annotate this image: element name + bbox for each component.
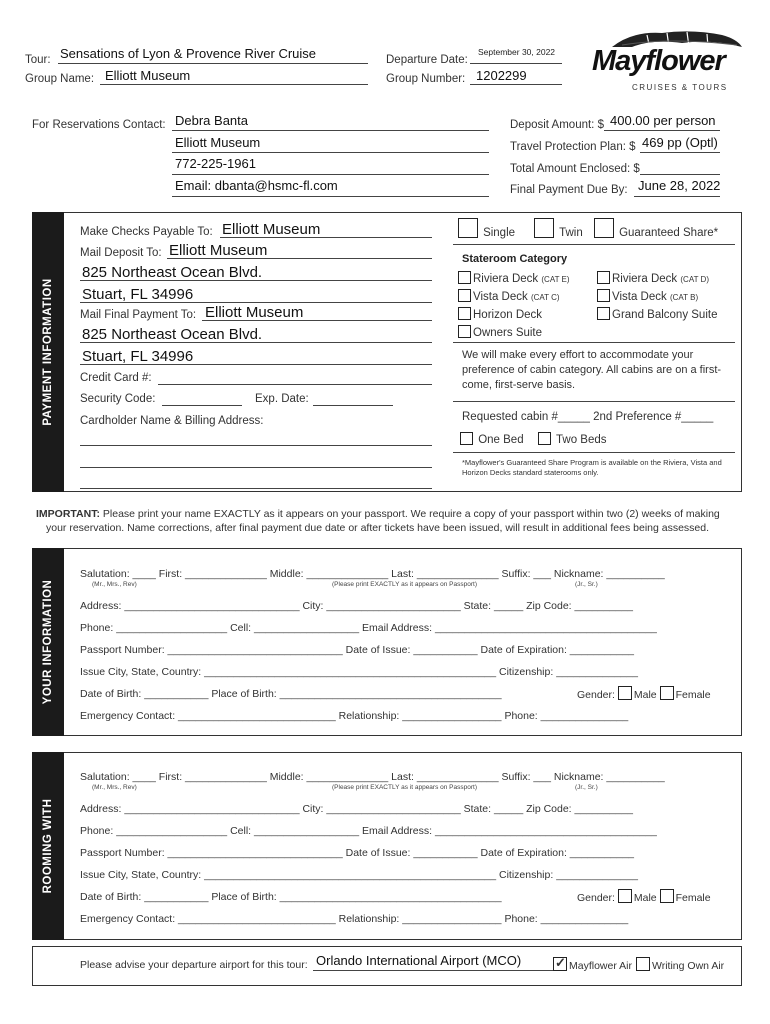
one-bed-option[interactable]	[460, 432, 524, 446]
rooming-female-checkbox[interactable]	[660, 889, 674, 903]
rooming-salutation-hint: (Mr., Mrs., Rev)	[92, 784, 137, 791]
payment-address-1[interactable]: 825 Northeast Ocean Blvd.	[82, 264, 263, 281]
salutation-hint: (Mr., Mrs., Rev)	[92, 581, 137, 588]
logo-tagline: CRUISES & TOURS	[632, 83, 728, 92]
riviera-e-cat: (CAT E)	[541, 275, 570, 284]
gender-label: Gender:	[577, 689, 615, 701]
checks-label: Make Checks Payable To:	[80, 226, 213, 238]
rooming-side-title: ROOMING WITH	[32, 752, 64, 940]
guaranteed-option[interactable]	[594, 218, 718, 239]
cabin-note: We will make every effort to accommodate your preference of cabin category. All cabins are on a first-come, first-serve basis.	[462, 349, 722, 391]
total-label: Total Amount Enclosed: $	[510, 163, 640, 175]
vista-c-cat: (CAT C)	[530, 293, 560, 302]
own-air-checkbox[interactable]	[636, 957, 650, 971]
tour-label: Tour:	[25, 54, 51, 66]
cardholder-line-3[interactable]	[80, 488, 432, 489]
group-number-label: Group Number:	[386, 73, 466, 85]
rooming-address-row[interactable]: Address: ______________________________ City: _______________________ State: _____ Zip Code: __________	[80, 803, 633, 815]
salutation-row[interactable]: Salutation: ____ First: ______________ Middle: ______________ Last: ______________ Suffix: ___ Nickname: __________	[80, 568, 665, 580]
credit-card-field[interactable]	[158, 384, 432, 385]
rooming-gender-label: Gender:	[577, 892, 615, 904]
airport-value[interactable]: Orlando International Airport (MCO)	[316, 953, 522, 968]
departure-value[interactable]: September 30, 2022	[478, 47, 556, 57]
address-row[interactable]: Address: ______________________________ City: _______________________ State: _____ Zip Code: __________	[80, 600, 633, 612]
vista-b-checkbox[interactable]	[597, 289, 610, 302]
vista-b-option[interactable]	[597, 289, 698, 303]
mail-deposit-value[interactable]: Elliott Museum	[169, 242, 268, 259]
payment-address-2[interactable]: Stuart, FL 34996	[82, 286, 194, 303]
mayflower-air-checkbox[interactable]	[553, 957, 567, 971]
deposit-label: Deposit Amount: $	[510, 119, 604, 131]
dob-row[interactable]: Date of Birth: ___________ Place of Birth: ______________________________________	[80, 688, 502, 700]
checks-value[interactable]: Elliott Museum	[222, 221, 321, 238]
twin-option[interactable]	[534, 218, 583, 239]
riviera-e-checkbox[interactable]	[458, 271, 471, 284]
one-bed-label: One Bed	[478, 434, 524, 446]
cardholder-line-2[interactable]	[80, 467, 432, 468]
tpp-value[interactable]: 469 pp (Optl)	[642, 135, 718, 150]
own-air-label: Writing Own Air	[652, 960, 725, 972]
contact-line-2[interactable]: Elliott Museum	[175, 135, 261, 150]
rooming-name-hint: (Please print EXACTLY as it appears on Passport)	[332, 784, 477, 791]
security-label: Security Code:	[80, 393, 156, 405]
payment-address-3[interactable]: 825 Northeast Ocean Blvd.	[82, 326, 263, 343]
contact-line-1[interactable]: Debra Banta	[175, 113, 248, 128]
deposit-value[interactable]: 400.00 per person	[610, 113, 716, 128]
riviera-d-cat: (CAT D)	[680, 275, 709, 284]
cardholder-line-1[interactable]	[80, 445, 432, 446]
mail-final-value[interactable]: Elliott Museum	[205, 304, 304, 321]
vista-b-label: Vista Deck	[612, 291, 667, 303]
rooming-passport-row[interactable]: Passport Number: ______________________________ Date of Issue: ___________ Date of Expiration: ___________	[80, 847, 635, 859]
group-name-label: Group Name:	[25, 73, 95, 85]
own-air-option[interactable]	[636, 957, 724, 972]
issue-city-row[interactable]: Issue City, State, Country: __________________________________________________ Citizenship: ______________	[80, 666, 638, 678]
rooming-emergency-row[interactable]: Emergency Contact: ___________________________ Relationship: _________________ Phone: _______________	[80, 913, 629, 925]
rooming-male-checkbox[interactable]	[618, 889, 632, 903]
gender-group	[577, 686, 711, 701]
contact-line-3[interactable]: 772-225-1961	[175, 156, 256, 171]
suffix-hint: (Jr., Sr.)	[575, 581, 598, 588]
rooming-male-label: Male	[633, 892, 657, 904]
rooming-gender-group	[577, 889, 711, 904]
name-hint: (Please print EXACTLY as it appears on Passport)	[332, 581, 477, 588]
contact-label: For Reservations Contact:	[32, 119, 166, 131]
important-text-1: Please print your name EXACTLY as it appears on your passport. We require a copy of your passport within two (2) weeks of making	[102, 508, 720, 520]
guaranteed-footnote: *Mayflower's Guaranteed Share Program is available on the Riviera, Vista and Horizon Decks standard staterooms only.	[462, 458, 722, 477]
owners-label: Owners Suite	[473, 327, 543, 339]
rooming-dob-row[interactable]: Date of Birth: ___________ Place of Birth: ______________________________________	[80, 891, 502, 903]
vista-c-label: Vista Deck	[473, 291, 528, 303]
male-label: Male	[633, 689, 657, 701]
single-label: Single	[483, 227, 516, 239]
twin-label: Twin	[559, 227, 583, 239]
riviera-d-option[interactable]	[597, 271, 709, 285]
mayflower-logo	[592, 25, 746, 95]
important-text-2: your reservation. Name corrections, after final payment due date or after tickets have been issued, will result in additional fees being assessed.	[46, 522, 710, 534]
tpp-label: Travel Protection Plan: $	[510, 141, 636, 153]
phone-row[interactable]: Phone: ___________________ Cell: __________________ Email Address: ______________________________________	[80, 622, 657, 634]
riviera-d-label: Riviera Deck	[612, 273, 678, 285]
credit-card-label: Credit Card #:	[80, 372, 152, 384]
owners-checkbox[interactable]	[458, 325, 471, 338]
your-info-side-title: YOUR INFORMATION	[32, 548, 64, 736]
female-checkbox[interactable]	[660, 686, 674, 700]
emergency-row[interactable]: Emergency Contact: ___________________________ Relationship: _________________ Phone: _______________	[80, 710, 629, 722]
mayflower-air-option[interactable]	[553, 957, 632, 972]
twin-checkbox[interactable]	[534, 218, 554, 238]
two-beds-option[interactable]	[538, 432, 607, 446]
cardholder-label: Cardholder Name & Billing Address:	[80, 415, 264, 427]
guaranteed-checkbox[interactable]	[594, 218, 614, 238]
final-value[interactable]: June 28, 2022	[638, 178, 721, 193]
grand-label: Grand Balcony Suite	[612, 309, 718, 321]
male-checkbox[interactable]	[618, 686, 632, 700]
riviera-e-label: Riviera Deck	[473, 273, 539, 285]
mail-deposit-label: Mail Deposit To:	[80, 247, 162, 259]
vista-b-cat: (CAT B)	[669, 293, 699, 302]
airport-label: Please advise your departure airport for this tour:	[80, 959, 308, 971]
two-beds-label: Two Beds	[556, 434, 607, 446]
single-checkbox[interactable]	[458, 218, 478, 238]
tour-value[interactable]: Sensations of Lyon & Provence River Cruise	[60, 46, 317, 61]
female-label: Female	[675, 689, 711, 701]
grand-checkbox[interactable]	[597, 307, 610, 320]
departure-label: Departure Date:	[386, 54, 468, 66]
one-bed-checkbox[interactable]	[460, 432, 473, 445]
rooming-female-label: Female	[675, 892, 711, 904]
exp-field[interactable]	[313, 405, 393, 406]
rooming-phone-row[interactable]: Phone: ___________________ Cell: __________________ Email Address: ______________________________________	[80, 825, 657, 837]
payment-side-title: PAYMENT INFORMATION	[32, 212, 64, 492]
riviera-d-checkbox[interactable]	[597, 271, 610, 284]
logo-text: Mayflower	[592, 45, 725, 77]
final-label: Final Payment Due By:	[510, 184, 628, 196]
riviera-e-option[interactable]	[458, 271, 570, 285]
group-name-value[interactable]: Elliott Museum	[105, 68, 191, 83]
rooming-salutation-row[interactable]: Salutation: ____ First: ______________ Middle: ______________ Last: ______________ Suffix: ___ Nickname: __________	[80, 771, 665, 783]
passport-row[interactable]: Passport Number: ______________________________ Date of Issue: ___________ Date of Expiration: ___________	[80, 644, 635, 656]
contact-line-4[interactable]: Email: dbanta@hsmc-fl.com	[175, 178, 338, 193]
exp-label: Exp. Date:	[255, 393, 309, 405]
important-notice	[36, 507, 746, 535]
single-option[interactable]	[458, 218, 515, 239]
group-number-value[interactable]: 1202299	[476, 68, 527, 83]
mail-final-label: Mail Final Payment To:	[80, 309, 197, 321]
horizon-option[interactable]	[458, 307, 542, 321]
rooming-suffix-hint: (Jr., Sr.)	[575, 784, 598, 791]
vista-c-option[interactable]	[458, 289, 560, 303]
horizon-label: Horizon Deck	[473, 309, 543, 321]
guaranteed-label: Guaranteed Share*	[619, 227, 719, 239]
horizon-checkbox[interactable]	[458, 307, 471, 320]
rooming-issue-city-row[interactable]: Issue City, State, Country: __________________________________________________ Citizenship: ______________	[80, 869, 638, 881]
total-field[interactable]	[640, 174, 720, 175]
two-beds-checkbox[interactable]	[538, 432, 551, 445]
requested-cabin[interactable]: Requested cabin #_____ 2nd Preference #_____	[462, 411, 714, 423]
mayflower-air-label: Mayflower Air	[569, 960, 633, 972]
security-field[interactable]	[162, 405, 242, 406]
category-title: Stateroom Category	[462, 253, 568, 265]
vista-c-checkbox[interactable]	[458, 289, 471, 302]
grand-option[interactable]	[597, 307, 717, 321]
payment-address-4[interactable]: Stuart, FL 34996	[82, 348, 194, 365]
important-label: IMPORTANT:	[36, 508, 100, 520]
owners-option[interactable]	[458, 325, 542, 339]
